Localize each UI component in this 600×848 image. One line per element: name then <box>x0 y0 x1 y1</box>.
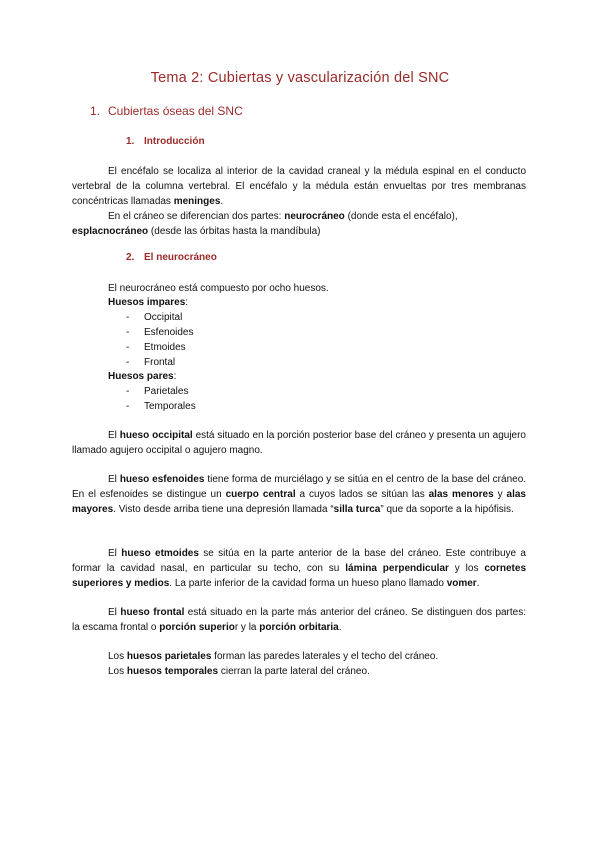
neurocraneo-intro: El neurocráneo está compuesto por ocho huesos. <box>108 283 329 294</box>
section-label: Cubiertas óseas del SNC <box>108 104 243 118</box>
text-run: El encéfalo se localiza al interior de la cavidad craneal y la médula espinal en el <box>108 166 482 177</box>
list-item: - Frontal <box>126 357 176 368</box>
subsection-number: 1. <box>126 136 135 147</box>
bold-term: esplacnocráneo <box>72 226 149 237</box>
text-run: conducto vertebral de la columna vertebral. El encéfalo y la médula están envueltas por tres <box>72 166 527 192</box>
text-run: En el cráneo se diferencian dos partes: <box>108 211 285 222</box>
list-item: - Parietales <box>126 386 189 397</box>
paragraph-etmoides: El hueso etmoides se sitúa en la parte anterior de la base del cráneo. Este contribuye a formar la cavidad nasal, en particular su techo, con su lámina perpendicular y los cornetes superiores y medios. La parte inferior de la cavidad forma un hueso plano llamado vomer. <box>72 548 527 589</box>
bold-term: neurocráneo <box>284 211 345 222</box>
section-heading <box>90 104 243 118</box>
paragraph-temporales: Los huesos temporales cierran la parte lateral del cráneo. <box>108 666 370 677</box>
page-title: Tema 2: Cubiertas y vascularización del SNC <box>150 70 450 86</box>
paragraph-esfenoides: El hueso esfenoides tiene forma de murciélago y se sitúa en el centro de la base del cráneo. En el esfenoides se distingue un cuerpo central a cuyos lados se sitúan las alas menores y alas mayores. Visto desde arriba tiene una depresión llamada “silla turca” que da soporte a la hipófisis. <box>72 474 527 515</box>
text-run: membranas concéntricas llamadas <box>72 181 526 207</box>
paragraph-parietales: Los huesos parietales forman las paredes laterales y el techo del cráneo. <box>108 651 439 662</box>
list-item: - Etmoides <box>126 342 186 353</box>
paragraph-occipital: El hueso occipital está situado en la porción posterior base del cráneo y presenta un agujero llamado agujero occipital o agujero magno. <box>72 430 526 456</box>
paragraph-intro-2 <box>72 209 526 239</box>
subsection-label: Introducción <box>144 136 205 147</box>
text-run: (donde esta el encéfalo), <box>344 211 458 222</box>
text-run: (desde las órbitas hasta la mandíbula) <box>148 226 321 237</box>
pares-heading: Huesos pares: <box>108 371 177 382</box>
list-item: - Esfenoides <box>126 327 194 338</box>
impares-heading: Huesos impares: <box>108 297 189 308</box>
subsection-label: El neurocráneo <box>144 252 217 263</box>
subsection-heading-intro <box>126 136 205 147</box>
bold-term: meninges <box>173 196 221 207</box>
text-run: . <box>220 196 224 207</box>
paragraph-intro-1 <box>72 164 526 209</box>
section-number: 1. <box>90 104 101 118</box>
subsection-number: 2. <box>126 252 135 263</box>
list-item: - Temporales <box>126 401 196 412</box>
paragraph-frontal: El hueso frontal está situado en la parte más anterior del cráneo. Se distinguen dos partes: la escama frontal o porción superior y la porción orbitaria. <box>72 607 527 633</box>
subsection-heading-neurocraneo <box>126 252 217 263</box>
list-item: - Occipital <box>126 312 183 323</box>
